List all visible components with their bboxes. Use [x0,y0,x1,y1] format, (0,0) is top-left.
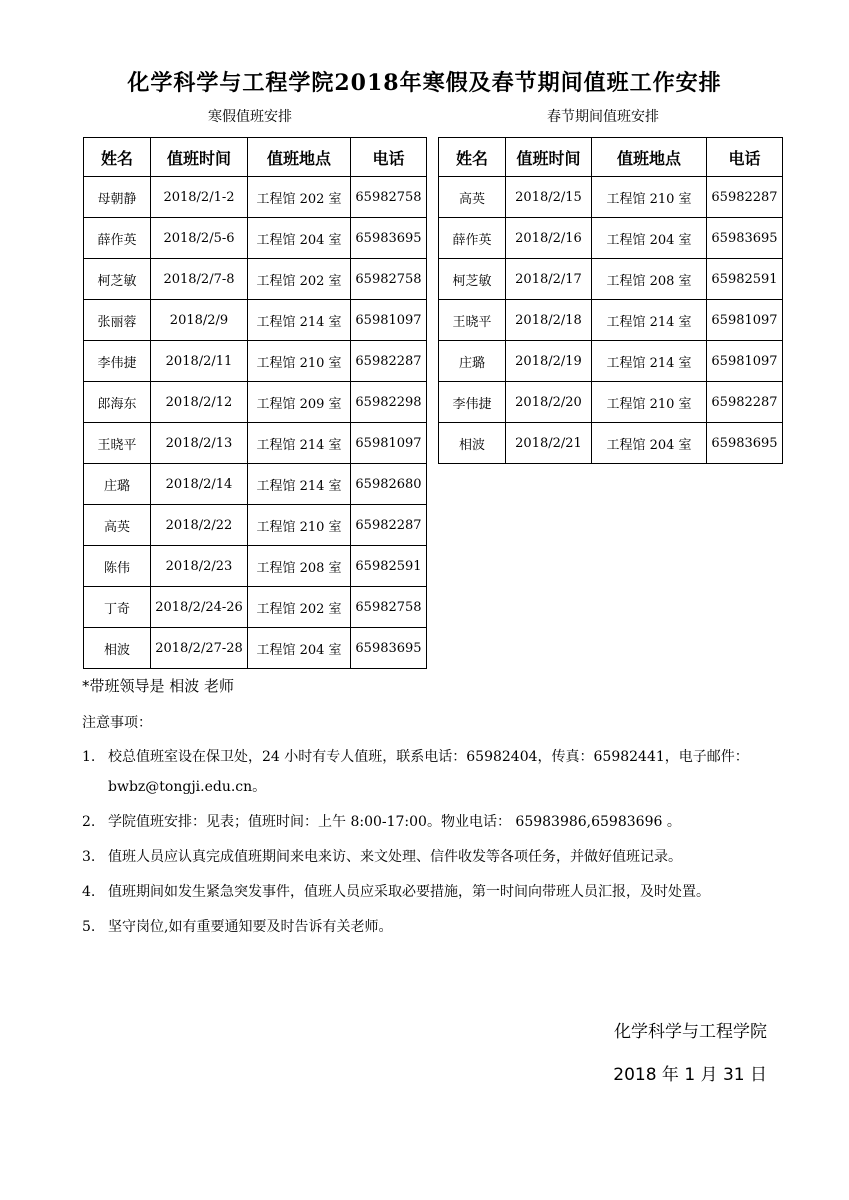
cell-name: 柯芝敏 [439,259,506,300]
cell-phone: 65983695 [707,218,783,259]
cell-duty-time: 2018/2/22 [151,505,248,546]
cell-duty-time: 2018/2/13 [151,423,248,464]
cell-name: 庄璐 [439,341,506,382]
note-item [82,742,772,802]
table-row [439,382,783,423]
cell-name: 丁奇 [84,587,151,628]
cell-name: 郎海东 [84,382,151,423]
cell-phone: 65981097 [351,423,427,464]
cell-phone: 65982298 [351,382,427,423]
cell-duty-time: 2018/2/11 [151,341,248,382]
cell-duty-location: 工程馆 204 室 [248,628,351,669]
cell-phone: 65983695 [351,218,427,259]
table-header-row [439,138,783,177]
table-row [84,382,427,423]
table-row [439,341,783,382]
spring-festival-schedule-caption: 春节期间值班安排 [547,109,659,125]
note-item [82,807,772,837]
cell-duty-location: 工程馆 202 室 [248,587,351,628]
cell-duty-location: 工程馆 204 室 [248,218,351,259]
note-number: 2. [82,814,96,830]
note-number: 1. [82,749,96,765]
cell-duty-location: 工程馆 209 室 [248,382,351,423]
cell-duty-time: 2018/2/21 [506,423,592,464]
leader-note: *带班领导是 相波 老师 [82,677,235,695]
cell-phone: 65982758 [351,587,427,628]
table-row [84,218,427,259]
table-row [84,259,427,300]
note-text: 坚守岗位,如有重要通知要及时告诉有关老师。 [108,919,393,935]
cell-phone: 65982758 [351,177,427,218]
cell-duty-time: 2018/2/15 [506,177,592,218]
note-text: 校总值班室设在保卫处，24 小时有专人值班，联系电话：65982404，传真：65982441，电子邮件：bwbz@tongji.edu.cn。 [108,749,749,795]
cell-name: 李伟捷 [84,341,151,382]
cell-phone: 65982287 [707,382,783,423]
cell-duty-location: 工程馆 202 室 [248,177,351,218]
cell-duty-location: 工程馆 210 室 [592,177,707,218]
cell-name: 李伟捷 [439,382,506,423]
cell-duty-location: 工程馆 210 室 [592,382,707,423]
header-duty-location: 值班地点 [592,138,707,177]
cell-duty-location: 工程馆 214 室 [592,300,707,341]
table-row [84,341,427,382]
cell-name: 庄璐 [84,464,151,505]
cell-name: 高英 [439,177,506,218]
cell-duty-location: 工程馆 204 室 [592,218,707,259]
cell-phone: 65981097 [707,341,783,382]
table-row [439,300,783,341]
cell-phone: 65982287 [351,341,427,382]
note-item [82,912,772,942]
note-text: 学院值班安排：见表；值班时间：上午 8:00-17:00。物业电话： 65983986,65983696 。 [108,814,681,830]
cell-name: 母朝静 [84,177,151,218]
cell-duty-time: 2018/2/20 [506,382,592,423]
cell-name: 张丽蓉 [84,300,151,341]
table-row [439,259,783,300]
cell-phone: 65982758 [351,259,427,300]
cell-phone: 65983695 [351,628,427,669]
cell-name: 相波 [84,628,151,669]
cell-duty-location: 工程馆 214 室 [592,341,707,382]
header-phone: 电话 [707,138,783,177]
cell-duty-location: 工程馆 214 室 [248,464,351,505]
cell-name: 相波 [439,423,506,464]
cell-duty-location: 工程馆 208 室 [592,259,707,300]
cell-phone: 65982591 [707,259,783,300]
cell-name: 柯芝敏 [84,259,151,300]
note-item [82,877,772,907]
note-text: 值班期间如发生紧急突发事件，值班人员应采取必要措施，第一时间向带班人员汇报，及时处置。 [108,884,710,900]
cell-duty-location: 工程馆 214 室 [248,300,351,341]
cell-duty-time: 2018/2/14 [151,464,248,505]
cell-duty-location: 工程馆 210 室 [248,341,351,382]
header-duty-location: 值班地点 [248,138,351,177]
notes-heading: 注意事项： [82,715,152,731]
header-name: 姓名 [84,138,151,177]
note-text: 值班人员应认真完成值班期间来电来访、来文处理、信件收发等各项任务，并做好值班记录。 [108,849,682,865]
cell-name: 陈伟 [84,546,151,587]
header-duty-time: 值班时间 [151,138,248,177]
cell-duty-time: 2018/2/27-28 [151,628,248,669]
cell-duty-time: 2018/2/24-26 [151,587,248,628]
cell-duty-time: 2018/2/18 [506,300,592,341]
cell-phone: 65982287 [351,505,427,546]
winter-duty-table [83,137,427,669]
note-item [82,842,772,872]
table-row [84,587,427,628]
cell-duty-time: 2018/2/7-8 [151,259,248,300]
winter-table-body [84,177,427,669]
cell-duty-location: 工程馆 208 室 [248,546,351,587]
note-number: 4. [82,884,96,900]
cell-phone: 65983695 [707,423,783,464]
cell-duty-time: 2018/2/23 [151,546,248,587]
cell-name: 高英 [84,505,151,546]
cell-name: 王晓平 [84,423,151,464]
cell-duty-time: 2018/2/12 [151,382,248,423]
cell-duty-time: 2018/2/5-6 [151,218,248,259]
table-row [439,423,783,464]
cell-duty-location: 工程馆 210 室 [248,505,351,546]
table-row [84,177,427,218]
cell-name: 薛作英 [439,218,506,259]
cell-phone: 65981097 [351,300,427,341]
cell-duty-location: 工程馆 204 室 [592,423,707,464]
cell-phone: 65982591 [351,546,427,587]
cell-duty-location: 工程馆 202 室 [248,259,351,300]
winter-schedule-caption: 寒假值班安排 [208,109,292,125]
header-duty-time: 值班时间 [506,138,592,177]
cell-phone: 65982287 [707,177,783,218]
cell-duty-time: 2018/2/17 [506,259,592,300]
table-row [84,628,427,669]
cell-name: 薛作英 [84,218,151,259]
note-number: 3. [82,849,96,865]
note-number: 5. [82,919,96,935]
table-row [84,505,427,546]
cell-phone: 65982680 [351,464,427,505]
cell-duty-time: 2018/2/19 [506,341,592,382]
table-row [439,218,783,259]
cell-phone: 65981097 [707,300,783,341]
document-title: 化学科学与工程学院2018年寒假及春节期间值班工作安排 [127,70,722,96]
notes-list [82,742,772,947]
table-row [84,546,427,587]
cell-name: 王晓平 [439,300,506,341]
table-row [84,423,427,464]
table-row [84,300,427,341]
table-header-row [84,138,427,177]
cell-duty-location: 工程馆 214 室 [248,423,351,464]
signature-date: 2018 年 1 月 31 日 [613,1065,767,1085]
cell-duty-time: 2018/2/1-2 [151,177,248,218]
cell-duty-time: 2018/2/9 [151,300,248,341]
cell-duty-time: 2018/2/16 [506,218,592,259]
spring-festival-duty-table [438,137,783,464]
header-phone: 电话 [351,138,427,177]
spring-table-body [439,177,783,464]
header-name: 姓名 [439,138,506,177]
signature-organization: 化学科学与工程学院 [614,1022,767,1042]
table-row [84,464,427,505]
table-row [439,177,783,218]
